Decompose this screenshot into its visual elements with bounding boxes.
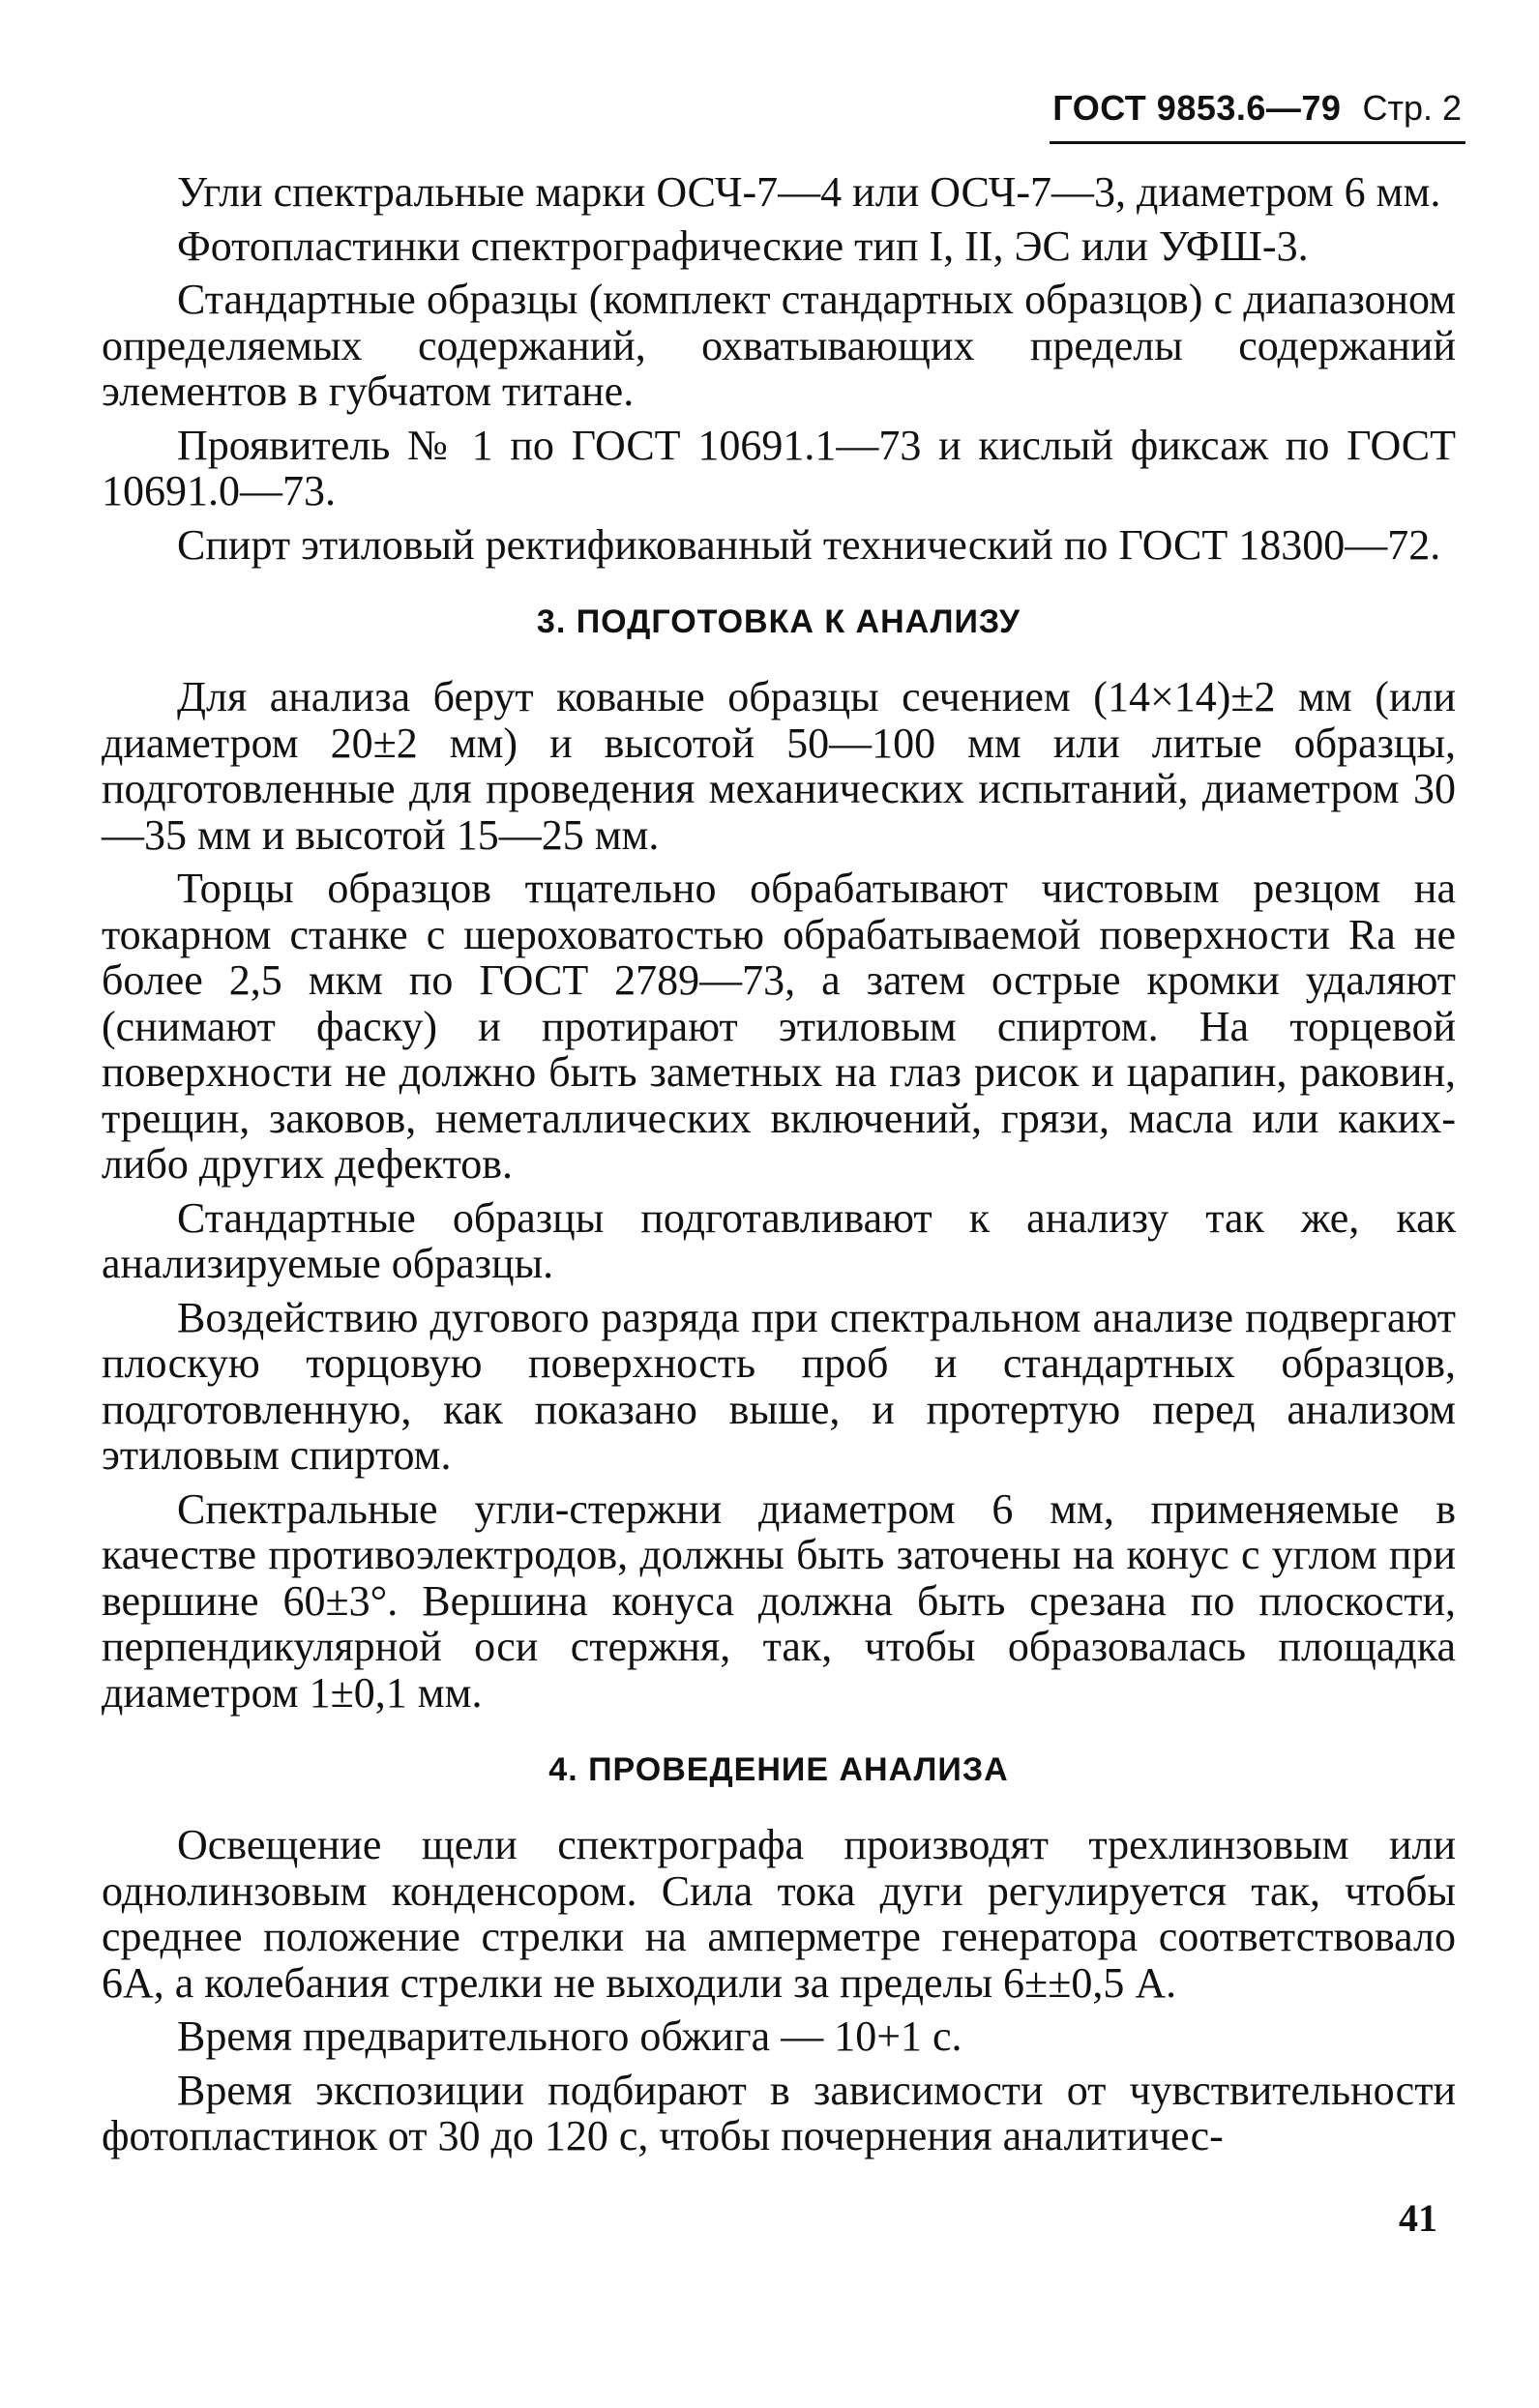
header-rule <box>1050 141 1465 144</box>
paragraph: Стандартные образцы (комплект стандартных образцов) с диапазоном определяемых содержаний, охватывающих пределы содержаний элементов в губчатом титане. <box>102 276 1456 415</box>
document-body <box>102 169 1456 2167</box>
paragraph: Время экспозиции подбирают в зависимости от чувствительности фотопластинок от 30 до 120 с, чтобы почернения аналитичес- <box>102 2066 1456 2159</box>
section-4-heading: 4. ПРОВЕДЕНИЕ АНАЛИЗА <box>548 1751 1009 1788</box>
page-number: 41 <box>1399 2196 1437 2240</box>
paragraph: Угли спектральные марки ОСЧ-7—4 или ОСЧ-7—3, диаметром 6 мм. <box>177 168 1441 216</box>
paragraph: Освещение щели спектрографа производят трехлинзовым или однолинзовым конденсором. Сила тока дуги регулируется так, чтобы среднее положение стрелки на амперметре генератора соответствовало 6А, а колебания стрелки не выходили за пределы 6±±0,5 А. <box>102 1821 1456 2007</box>
paragraph: Стандартные образцы подготавливают к анализу так же, как анализируемые образцы. <box>102 1193 1456 1287</box>
paragraph: Спирт этиловый ректификованный технический по ГОСТ 18300—72. <box>177 520 1441 569</box>
paragraph: Проявитель № 1 по ГОСТ 10691.1—73 и кислый фиксаж по ГОСТ 10691.0—73. <box>102 421 1456 514</box>
header-doc-number: ГОСТ 9853.6—79 <box>1052 88 1342 128</box>
paragraph: Для анализа берут кованые образцы сечением (14×14)±2 мм (или диаметром 20±2 мм) и высотой 50—100 мм или литые образцы, подготовленные для проведения механических испытаний, диаметром 30—35 мм и высотой 15—25 мм. <box>102 673 1456 859</box>
header-page-label: Стр. 2 <box>1362 88 1462 128</box>
paragraph: Торцы образцов тщательно обрабатывают чистовым резцом на токарном станке с шероховатостью обрабатываемой поверхности Ra не более 2,5 мкм по ГОСТ 2789—73, а затем острые кромки удаляют (снимают фаску) и протирают этиловым спиртом. На торцевой поверхности не должно быть заметных на глаз рисок и царапин, раковин, трещин, заковов, неметаллических включений, грязи, масла или каких-либо других дефектов. <box>102 865 1456 1188</box>
section-3-heading: 3. ПОДГОТОВКА К АНАЛИЗУ <box>536 603 1021 640</box>
paragraph: Спектральные угли-стержни диаметром 6 мм, применяемые в качестве противоэлектродов, должны быть заточены на конус с углом при вершине 60±3°. Вершина конуса должна быть срезана по плоскости, перпендикулярной оси стержня, так, чтобы образовалась площадка диаметром 1±0,1 мм. <box>102 1484 1456 1717</box>
paragraph: Время предварительного обжига — 10+1 с. <box>177 2012 962 2060</box>
page-header <box>1052 87 1462 130</box>
paragraph: Воздействию дугового разряда при спектральном анализе подвергают плоскую торцовую поверхность проб и стандартных образцов, подготовленную, как показано выше, и протертую перед анализом этиловым спиртом. <box>102 1293 1456 1479</box>
paragraph: Фотопластинки спектрографические тип I, II, ЭС или УФШ-3. <box>177 221 1309 270</box>
